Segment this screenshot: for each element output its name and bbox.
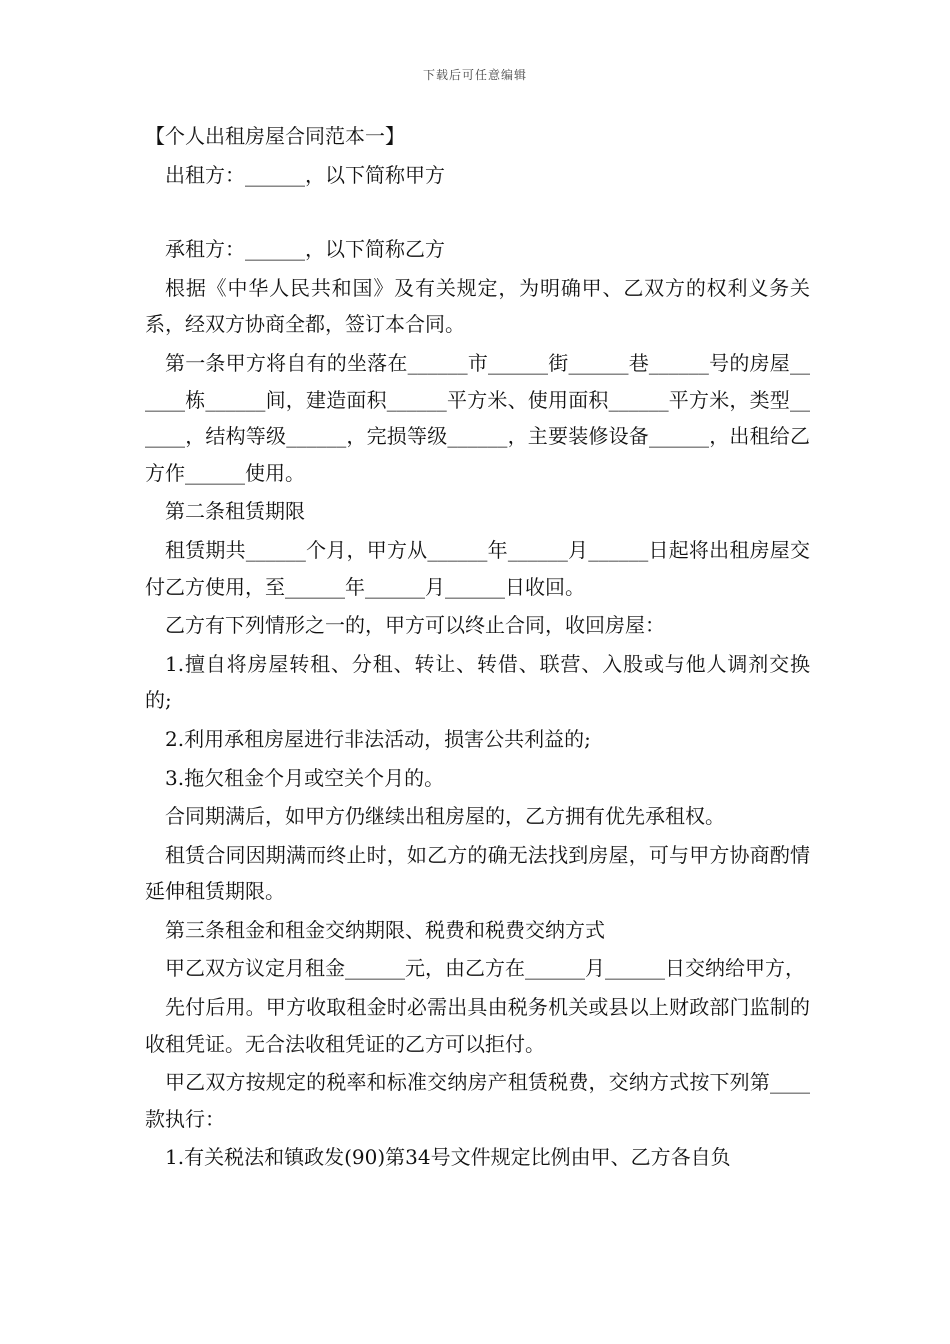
- paragraph-lessor: 出租方：______，以下简称甲方: [165, 162, 445, 187]
- list-item-3: 3.拖欠租金个月或空关个月的。: [165, 765, 445, 790]
- document-title: 【个人出租房屋合同范本一】: [145, 124, 405, 148]
- page-header-note: 下载后可任意编辑: [422, 68, 527, 82]
- list-item-1: 1.擅自将房屋转租、分租、转让、转借、联营、入股或与他人调剂交换的;: [145, 651, 810, 713]
- heading-article-2: 第二条租赁期限: [165, 499, 305, 524]
- paragraph-article-1: 第一条甲方将自有的坐落在______市______街______巷______号的房屋______栋______间，建造面积______平方米、使用面积______平方米，类型______，结构等级______，完损等级______，主要装修设备______，出租给乙方作______使用。: [145, 350, 810, 485]
- paragraph-lessee: 承租方：______，以下简称乙方: [165, 237, 445, 262]
- list-item-tax-1: 1.有关税法和镇政发(90)第34号文件规定比例由甲、乙方各自负: [165, 1145, 731, 1170]
- heading-article-3: 第三条租金和租金交纳期限、税费和税费交纳方式: [165, 917, 605, 942]
- paragraph-taxes: 甲乙双方按规定的税率和标准交纳房产租赁税费，交纳方式按下列第____款执行：: [145, 1070, 810, 1131]
- paragraph-receipt: 先付后用。甲方收取租金时必需出具由税务机关或县以上财政部门监制的收租凭证。无合法收租凭证的乙方可以拒付。: [145, 995, 810, 1056]
- paragraph-termination-conditions: 乙方有下列情形之一的，甲方可以终止合同，收回房屋：: [165, 613, 665, 638]
- paragraph-priority-renewal: 合同期满后，如甲方仍继续出租房屋的，乙方拥有优先承租权。: [165, 804, 725, 829]
- paragraph-monthly-rent: 甲乙双方议定月租金______元，由乙方在______月______日交纳给甲方，: [165, 956, 805, 981]
- document-body: [145, 118, 810, 1178]
- paragraph-extension: 租赁合同因期满而终止时，如乙方的确无法找到房屋，可与甲方协商酌情延伸租赁期限。: [145, 842, 810, 904]
- list-item-2: 2.利用承租房屋进行非法活动，损害公共利益的;: [165, 726, 591, 751]
- paragraph-preamble: 根据《中华人民共和国》及有关规定，为明确甲、乙双方的权利义务关系，经双方协商全都，签订本合同。: [145, 275, 810, 337]
- paragraph-lease-term: 租赁期共______个月，甲方从______年______月______日起将出租房屋交付乙方使用，至______年______月______日收回。: [145, 537, 810, 599]
